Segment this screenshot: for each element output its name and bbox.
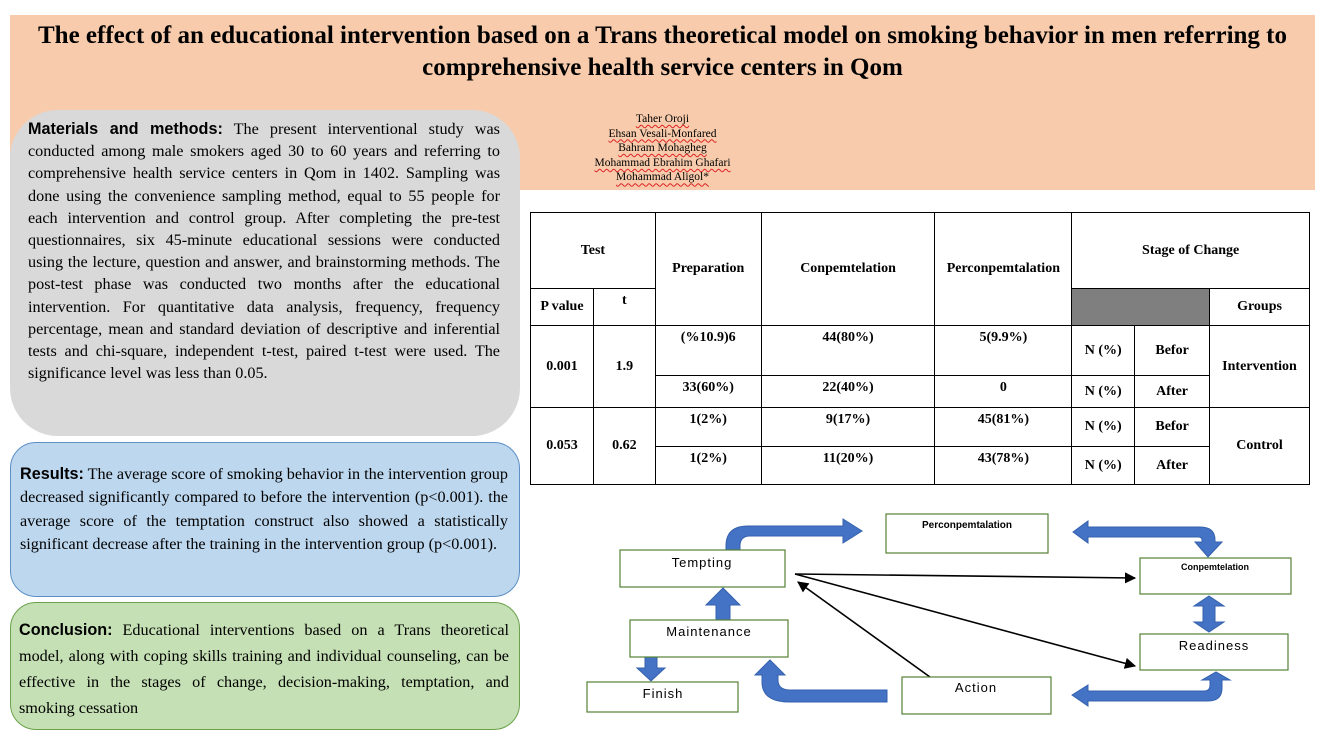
- cell-contemplation: 11(20%): [761, 447, 935, 485]
- header-stage-of-change: Stage of Change: [1072, 213, 1310, 289]
- svg-text:Conpemtelation: Conpemtelation: [1180, 562, 1250, 572]
- author-name: Ehsan Vesali-Monfared: [608, 127, 717, 140]
- cell-precontemplation: 5(9.9%): [935, 326, 1072, 376]
- cell-n-label: N (%): [1072, 447, 1135, 485]
- cell-precontemplation: 43(78%): [935, 447, 1072, 485]
- cell-time: Befor: [1135, 326, 1210, 376]
- svg-text:Maintenance: Maintenance: [666, 624, 752, 639]
- cell-time: Befor: [1135, 408, 1210, 447]
- methods-heading: Materials and methods:: [28, 120, 223, 138]
- cell-preparation: (%10.9)6: [655, 326, 761, 376]
- action-to-maintenance-arrow: [755, 660, 887, 702]
- cell-precontemplation: 0: [935, 376, 1072, 408]
- cell-n-label: N (%): [1072, 326, 1135, 376]
- cell-contemplation: 22(40%): [761, 376, 935, 408]
- precontemplation-to-contemplation-arrow: [1073, 521, 1222, 557]
- maintenance-to-finish-arrow: [637, 657, 665, 681]
- cell-t: 0.62: [593, 408, 655, 485]
- methods-text: The present interventional study was conducted among male smokers aged 30 to 60 years and referring to comprehensive health service centers in Qom in 1402. Sampling was done using the convenience sampling method, equal to 55 people for each intervention and control group. After completing the pre-test questionnaires, six 45-minute educational sessions were conducted using the lecture, question and answer, and brainstorming methods. The post-test phase was conducted two months after the educational intervention. For quantitative data analysis, frequency, frequency percentage, mean and standard deviation of descriptive and inferential tests and chi-square, independent t-test, paired t-test were used. The significance level was less than 0.05.: [28, 120, 500, 383]
- cell-preparation: 33(60%): [655, 376, 761, 408]
- cell-p-value: 0.001: [531, 326, 594, 408]
- cell-contemplation: 44(80%): [761, 326, 935, 376]
- author-name: Mohammad Aligol*: [616, 171, 709, 184]
- action-to-tempting-arrow: [798, 582, 948, 690]
- header-contemplation: Conpemtelation: [761, 213, 935, 326]
- header-test: Test: [531, 213, 656, 289]
- svg-text:Tempting: Tempting: [671, 555, 733, 570]
- cell-time: After: [1135, 376, 1210, 408]
- author-name: Bahram Mohagheg: [618, 142, 707, 155]
- cell-precontemplation: 45(81%): [935, 408, 1072, 447]
- cell-time: After: [1135, 447, 1210, 485]
- svg-text:Readiness: Readiness: [1178, 638, 1250, 653]
- conclusion-heading: Conclusion:: [19, 621, 113, 639]
- cell-preparation: 1(2%): [655, 408, 761, 447]
- results-heading: Results:: [20, 465, 84, 483]
- cell-contemplation: 9(17%): [761, 408, 935, 447]
- tempting-to-readiness-arrow: [795, 574, 1135, 666]
- cell-n-label: N (%): [1072, 376, 1135, 408]
- maintenance-to-tempting-arrow: [706, 588, 740, 620]
- svg-text:Action: Action: [954, 680, 998, 695]
- cell-n-label: N (%): [1072, 408, 1135, 447]
- author-name: Mohammad Ebrahim Ghafari: [594, 156, 731, 169]
- header-preparation: Preparation: [655, 213, 761, 326]
- tempting-to-contemplation-arrow: [795, 574, 1135, 578]
- action-readiness-arrow: [1072, 672, 1230, 706]
- cell-t: 1.9: [593, 326, 655, 408]
- conclusion-text: Educational interventions based on a Trans theoretical model, along with coping skills training and individual counseling, can be effective in the stages of change, decision-making, temptation, and smoking cessation: [19, 621, 509, 717]
- stage-box-maintenance: [630, 620, 788, 657]
- results-text: The average score of smoking behavior in the intervention group decreased significantly compared to before the intervention (p<0.001). the average score of the temptation construct also showed a statistically significant decrease after the training in the intervention group (p<0.001).: [20, 465, 508, 554]
- poster-title: The effect of an educational intervention based on a Trans theoretical model on smoking behavior in men referring to comprehensive health service centers in Qom: [37, 22, 1288, 81]
- stage-box-action: [902, 677, 1051, 714]
- stage-box-finish: [587, 682, 738, 712]
- stage-box-contemplation: [1140, 558, 1291, 594]
- cell-p-value: 0.053: [531, 408, 594, 485]
- header-groups: Groups: [1210, 289, 1310, 326]
- contemplation-readiness-arrow: [1194, 596, 1224, 632]
- author-name: Taher Oroji: [635, 113, 690, 125]
- header-t: t: [593, 289, 655, 326]
- header-precontemplation: Perconpemtalation: [935, 213, 1072, 326]
- cell-group: Intervention: [1210, 326, 1310, 408]
- stage-box-readiness: [1140, 634, 1288, 670]
- cell-preparation: 1(2%): [655, 447, 761, 485]
- header-p-value: P value: [531, 289, 594, 326]
- svg-text:Perconpemtalation: Perconpemtalation: [921, 520, 1013, 531]
- stage-box-precontemplation: [886, 514, 1048, 553]
- svg-text:Finish: Finish: [642, 686, 684, 701]
- stage-box-tempting: [620, 550, 785, 587]
- cell-group: Control: [1210, 408, 1310, 485]
